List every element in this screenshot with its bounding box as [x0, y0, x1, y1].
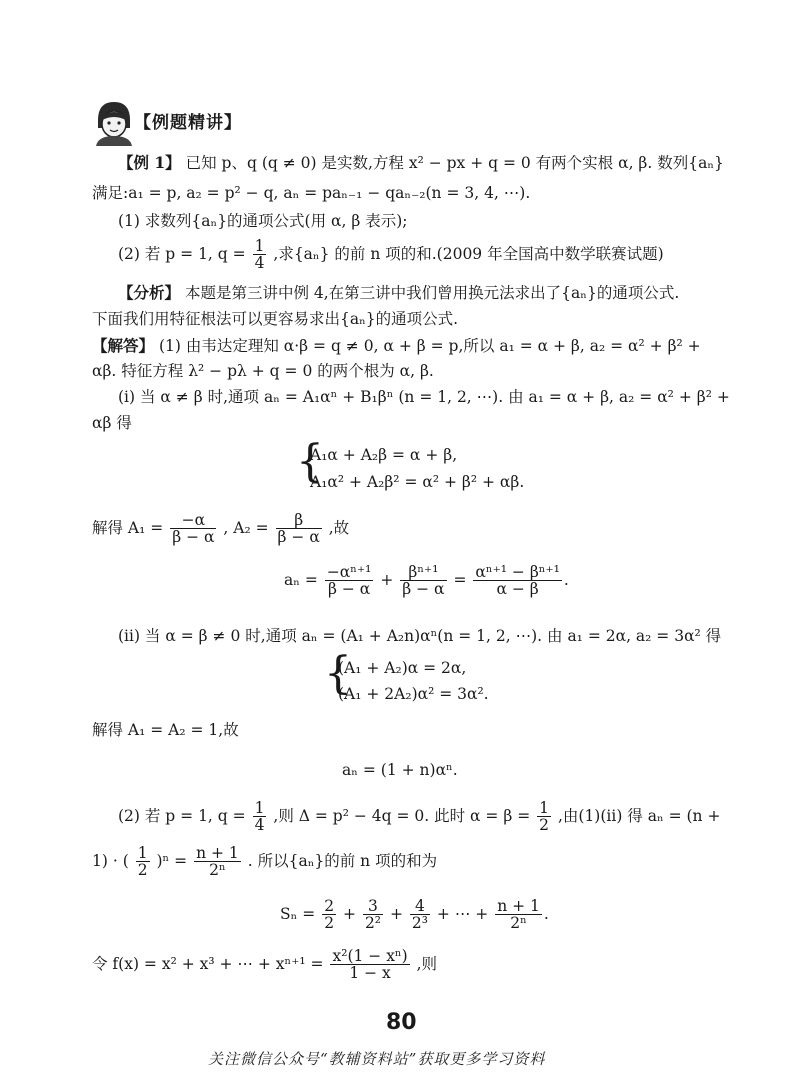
solve1-frac2	[276, 512, 322, 546]
p2b-pre: 1) · (	[92, 851, 129, 870]
solution-line1	[92, 336, 701, 356]
an1-f1-num: −αⁿ⁺¹	[326, 563, 372, 581]
sn-end: .	[543, 904, 549, 923]
an1-f2-num: βⁿ⁺¹	[400, 564, 446, 581]
q2-post: ,求{aₙ} 的前 n 项的和.(2009 年全国高中数学联赛试题)	[273, 244, 664, 263]
solve1-f1-den: β − α	[172, 528, 215, 547]
an-formula-2: aₙ = (1 + n)αⁿ.	[342, 761, 458, 779]
p2b-f2-den: 2ⁿ	[209, 861, 226, 880]
sn-frac4	[495, 898, 542, 932]
solve1-line	[92, 512, 349, 546]
sn-f1-den: 2	[324, 914, 335, 933]
fx-den: 1 − x	[349, 964, 391, 983]
footer-promo: 关注微信公众号“教辅资料站”获取更多学习资料	[208, 1050, 546, 1068]
solve1-f2-num: β	[276, 512, 322, 529]
an1-plus: +	[380, 570, 394, 589]
sn-f2-num: 3	[363, 898, 383, 915]
problem-text-1: 已知 p、q (q ≠ 0) 是实数,方程 x² − px + q = 0 有两个实根 α, β. 数列{aₙ}	[185, 154, 724, 172]
p2b-frac1	[136, 845, 150, 879]
solve1-mid: , A₂ =	[223, 518, 269, 537]
analysis-line2: 下面我们用特征根法可以更容易求出{aₙ}的通项公式.	[92, 310, 459, 328]
q2-fraction	[253, 238, 267, 272]
solve1-f1-num: −α	[170, 512, 216, 529]
p2-f1-den: 4	[254, 816, 265, 835]
sn-dots: + ⋯ +	[436, 904, 489, 923]
case1-line1: (ⅰ) 当 α ≠ β 时,通项 aₙ = A₁αⁿ + B₁βⁿ (n = 1, 2, ⋯). 由 a₁ = α + β, a₂ = α² + β² +	[118, 388, 730, 406]
case1-line2: αβ 得	[92, 414, 132, 432]
part2-line2	[92, 845, 437, 879]
sn-frac1	[322, 898, 336, 932]
q2-frac-num: 1	[254, 237, 265, 255]
p2b-exp: )ⁿ =	[156, 851, 188, 870]
p2b-f1-num: 1	[137, 844, 148, 862]
solution-tag: 【解答】	[92, 336, 155, 355]
an1-f2-den: β − α	[402, 580, 445, 599]
sn-plus-1: +	[343, 904, 356, 923]
solve1-frac1	[170, 512, 216, 546]
an1-frac1	[325, 564, 374, 598]
sn-frac3	[410, 898, 430, 932]
analysis-line1	[118, 283, 679, 303]
sn-f1-num: 2	[324, 897, 335, 915]
cartoon-student-icon	[92, 98, 136, 146]
sn-f4-num: n + 1	[497, 897, 540, 915]
solve2-line: 解得 A₁ = A₂ = 1,故	[92, 721, 239, 739]
problem-statement-line1	[118, 153, 724, 173]
solve1-pre: 解得 A₁ =	[92, 518, 164, 537]
section-heading: 【例题精讲】	[134, 113, 242, 133]
page-number: 80	[386, 1010, 417, 1035]
fx-post: ,则	[416, 954, 438, 973]
solution-line2: αβ. 特征方程 λ² − pλ + q = 0 的两个根为 α, β.	[92, 362, 434, 380]
system1-brace: {	[296, 436, 324, 487]
p2-frac2	[537, 800, 551, 834]
p2-frac1	[253, 800, 267, 834]
problem-statement-line2: 满足:a₁ = p, a₂ = p² − q, aₙ = paₙ₋₁ − qaₙ₋₂(n = 3, 4, ⋯).	[92, 184, 531, 202]
p2-f2-den: 2	[539, 816, 550, 835]
p2-f1-num: 1	[254, 799, 265, 817]
p2-post: ,由(1)(ⅱ) 得 aₙ = (n +	[557, 806, 721, 825]
sn-f3-num: 4	[410, 898, 430, 915]
q2-pre: (2) 若 p = 1, q =	[118, 244, 246, 263]
problem-tag: 【例 1】	[118, 153, 181, 172]
fx-num: x²(1 − xⁿ)	[332, 947, 408, 965]
an1-f1-den: β − α	[327, 580, 371, 599]
an1-eq: =	[453, 570, 467, 589]
p2-pre: (2) 若 p = 1, q =	[118, 806, 246, 825]
sn-plus-2: +	[389, 904, 403, 923]
an1-f3-num: αⁿ⁺¹ − βⁿ⁺¹	[475, 563, 560, 581]
sn-frac2	[363, 898, 383, 932]
analysis-text-1: 本题是第三讲中例 4,在第三讲中我们曾用换元法求出了{aₙ}的通项公式.	[184, 284, 680, 302]
p2b-f2-num: n + 1	[196, 844, 239, 862]
fx-frac	[330, 948, 409, 982]
sn-f2-den: 2²	[364, 914, 382, 933]
q2-frac-den: 4	[254, 254, 265, 273]
sn-lhs: Sₙ =	[280, 904, 316, 923]
fx-line	[92, 948, 437, 982]
sn-formula	[280, 898, 549, 932]
problem-question-1: (1) 求数列{aₙ}的通项公式(用 α, β 表示);	[118, 212, 408, 230]
solution-text-1: (1) 由韦达定理知 α·β = q ≠ 0, α + β = p,所以 a₁ = α + β, a₂ = α² + β² +	[158, 337, 701, 355]
an1-f3-den: α − β	[496, 580, 539, 599]
problem-question-2	[118, 238, 664, 272]
part2-line1	[118, 800, 720, 834]
p2-mid: ,则 Δ = p² − 4q = 0. 此时 α = β =	[273, 806, 531, 825]
p2-f2-num: 1	[539, 799, 550, 817]
case2-line1: (ⅱ) 当 α = β ≠ 0 时,通项 aₙ = (A₁ + A₂n)αⁿ(n = 1, 2, ⋯). 由 a₁ = 2α, a₂ = 3α² 得	[118, 627, 722, 645]
solve1-post: ,故	[328, 518, 350, 537]
an1-frac3	[473, 564, 561, 598]
system2-brace: {	[324, 648, 352, 699]
system2-eq1: (A₁ + A₂)α = 2α,	[338, 659, 467, 677]
sn-f3-den: 2³	[411, 914, 428, 933]
an-formula-1	[284, 564, 569, 598]
system1-eq1: A₁α + A₂β = α + β,	[310, 446, 458, 464]
p2b-f1-den: 2	[137, 861, 148, 880]
solve1-f2-den: β − α	[277, 528, 320, 547]
system2-eq2: (A₁ + 2A₂)α² = 3α².	[338, 685, 489, 703]
sn-f4-den: 2ⁿ	[510, 914, 527, 933]
an1-lhs: aₙ =	[284, 570, 318, 589]
analysis-tag: 【分析】	[118, 283, 181, 302]
fx-pre: 令 f(x) = x² + x³ + ⋯ + xⁿ⁺¹ =	[92, 954, 324, 973]
an1-end: .	[563, 570, 569, 589]
p2b-post: . 所以{aₙ}的前 n 项的和为	[247, 851, 438, 870]
an1-frac2	[400, 564, 446, 598]
system1-eq2: A₁α² + A₂β² = α² + β² + αβ.	[310, 473, 525, 491]
p2b-frac2	[194, 845, 241, 879]
